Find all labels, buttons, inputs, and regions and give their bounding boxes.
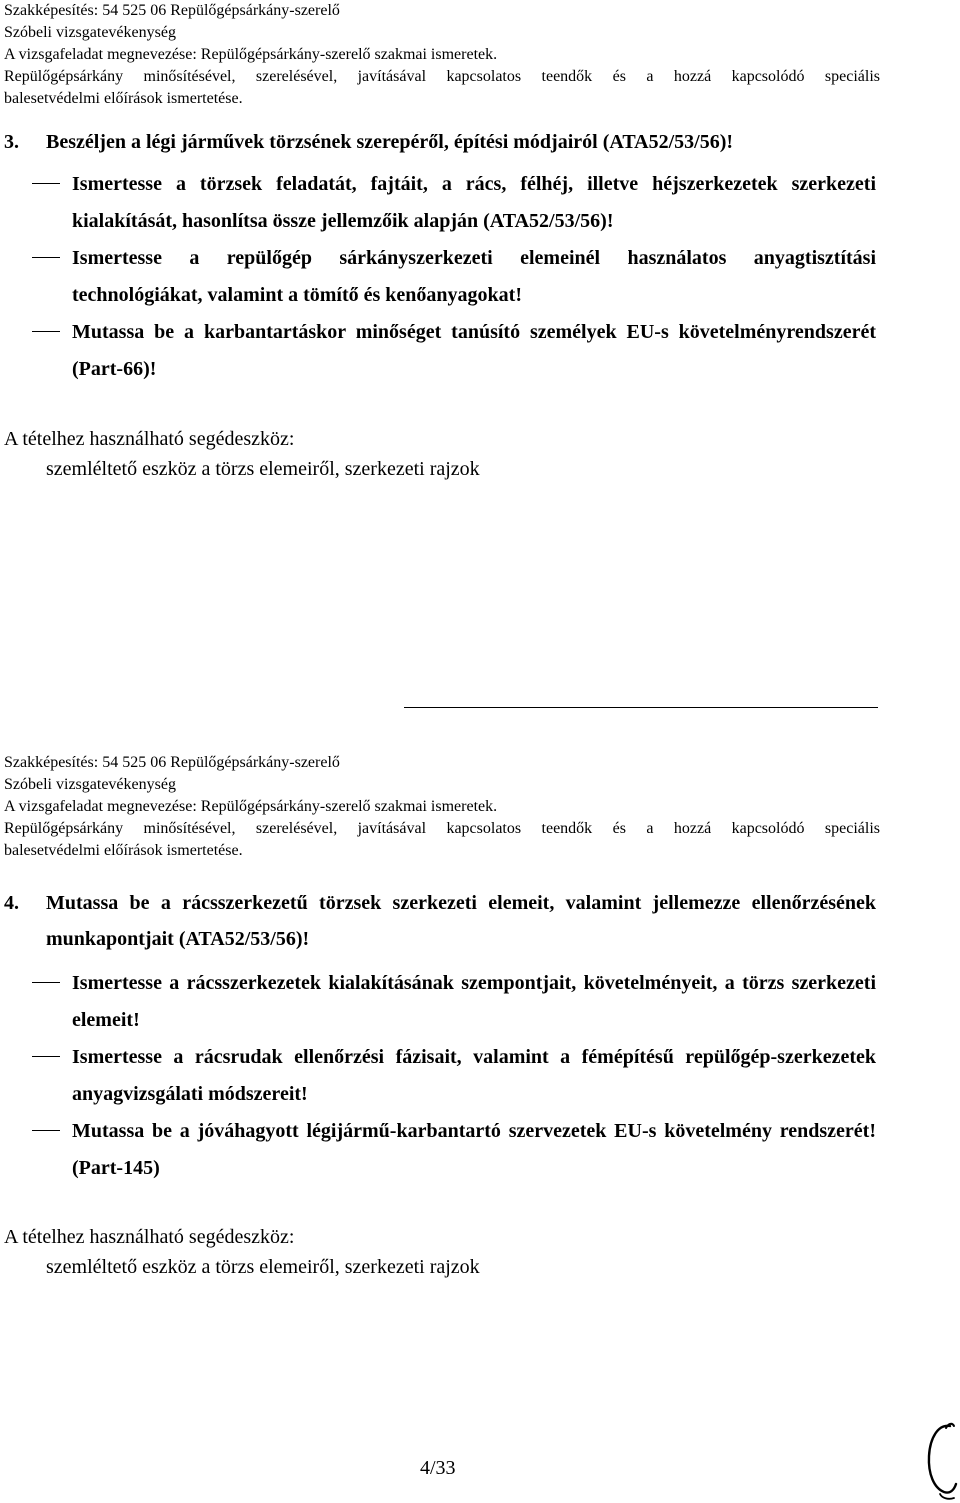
question-4-title [4, 885, 876, 957]
dash-bullet [32, 1130, 60, 1131]
aid-text: szemléltető eszköz a törzs elemeiről, szerkezeti rajzok [46, 1256, 480, 1278]
subitem-text: Mutassa be a karbantartáskor minőséget tanúsító személyek EU-s követelményrendszerét (Part-66)! [72, 321, 876, 380]
aid-text: szemléltető eszköz a törzs elemeiről, szerkezeti rajzok [46, 458, 480, 480]
header-block-bottom [4, 752, 880, 862]
subitem-text: Ismertesse a repülőgép sárkányszerkezeti elemeinél használatos anyagtisztítási technológiákat, valamint a tömítő és kenőanyagokat! [72, 247, 876, 306]
dash-bullet [32, 1056, 60, 1057]
subitem-text: Ismertesse a rácsszerkezetek kialakításának szempontjait, követelményeit, a törzs szerkezeti elemeit! [72, 972, 876, 1031]
aid-label: A tételhez használható segédeszköz: [4, 1226, 295, 1248]
header-exam-activity: Szóbeli vizsgatevékenység [4, 776, 176, 793]
dash-bullet [32, 982, 60, 983]
subitem-text: Ismertesse a törzsek feladatát, fajtáit, a rács, félhéj, illetve héjszerkezetek szerkezeti kialakítását, hasonlítsa össze jellemzőik alapján (ATA52/53/56)! [72, 173, 876, 232]
separator-line [404, 707, 878, 708]
page-number: 4/33 [420, 1457, 456, 1479]
header-task-description-end: balesetvédelmi előírások ismertetése. [4, 842, 243, 859]
subitem-text: Ismertesse a rácsrudak ellenőrzési fázisait, valamint a fémépítésű repülőgép-szerkezetek anyagvizsgálati módszereit! [72, 1046, 876, 1105]
header-qualification: Szakképesítés: 54 525 06 Repülőgépsárkány-szerelő [4, 2, 340, 19]
header-task-name: A vizsgafeladat megnevezése: Repülőgépsárkány-szerelő szakmai ismeretek. [4, 798, 498, 815]
aid-label: A tételhez használható segédeszköz: [4, 428, 295, 450]
question-3-subitems [32, 166, 876, 388]
header-exam-activity: Szóbeli vizsgatevékenység [4, 24, 176, 41]
subitem [32, 240, 876, 314]
header-task-description: Repülőgépsárkány minősítésével, szerelésével, javításával kapcsolatos teendők és a hozzá kapcsolódó speciális [4, 68, 880, 85]
header-block-top [4, 0, 880, 110]
question-number: 4. [4, 892, 19, 914]
subitem-text: Mutassa be a jóváhagyott légijármű-karbantartó szervezetek EU-s követelmény rendszerét! (Part-145) [72, 1120, 876, 1179]
question-number: 3. [4, 131, 19, 153]
subitem [32, 314, 876, 388]
subitem [32, 166, 876, 240]
dash-bullet [32, 183, 60, 184]
header-task-description: Repülőgépsárkány minősítésével, szerelésével, javításával kapcsolatos teendők és a hozzá kapcsolódó speciális [4, 820, 880, 837]
question-text: Beszéljen a légi járművek törzsének szerepéről, építési módjairól (ATA52/53/56)! [46, 131, 734, 153]
header-qualification: Szakképesítés: 54 525 06 Repülőgépsárkány-szerelő [4, 754, 340, 771]
question-4-subitems [32, 965, 876, 1187]
dash-bullet [32, 331, 60, 332]
subitem [32, 965, 876, 1039]
header-task-name: A vizsgafeladat megnevezése: Repülőgépsárkány-szerelő szakmai ismeretek. [4, 46, 498, 63]
subitem [32, 1113, 876, 1187]
dash-bullet [32, 257, 60, 258]
signature-mark [920, 1418, 960, 1502]
header-task-description-end: balesetvédelmi előírások ismertetése. [4, 90, 243, 107]
question-3-title [4, 124, 876, 160]
subitem [32, 1039, 876, 1113]
question-text: Mutassa be a rácsszerkezetű törzsek szerkezeti elemeit, valamint jellemezze ellenőrzésének munkapontjait (ATA52/53/56)! [46, 892, 876, 950]
